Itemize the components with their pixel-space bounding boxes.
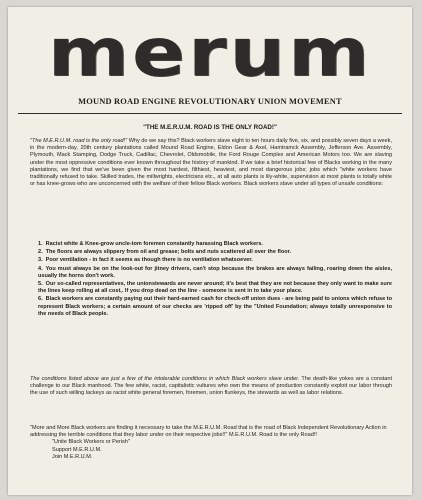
conditions-list <box>38 241 392 319</box>
conditions-lead: The conditions listed above are just a few of the intolerable conditions in which Black workers slave under. <box>30 376 300 382</box>
intro-paragraph <box>30 138 392 188</box>
closing-slogan: "Unite Black Workers or Perish" <box>52 439 130 446</box>
list-item <box>38 241 392 248</box>
list-item-text: Our so-called representatives, the unionstewards are never around; it's best that they are not because they only want to make sure the lines keep rolling at all cost,. If you drop dead on the line - someone is sent in to take your place. <box>38 281 392 295</box>
closing-support: Support M.E.R.U.M. <box>52 446 102 453</box>
list-item <box>38 257 392 264</box>
list-item <box>38 296 392 318</box>
list-item-text: Racist white & Knee-grow uncle-tom foremen constantly harassing Black workers. <box>45 241 263 247</box>
list-item-number: 4. <box>38 265 43 272</box>
list-item-number: 1. <box>38 241 43 247</box>
list-item-text: Black workers are constantly paying out their hard-earned cash for check-off union dues - are being paid to unions which refuse to represent Black workers; a certain amount of our checks are 'ripped off' by the "United Foundation; always totally unresponsive to the needs of Black people. <box>38 296 392 317</box>
conditions-text: The death-like yokes are a constant challenge to our Black manhood. The few white, racist, capitalistic vultures who own the means of production constantly exploit our labor through the use of such willing lackeys as racist white general foremen, foremen, union flunkeys, the stewards as well as labor relations. <box>30 376 392 397</box>
list-item-text: You must always be on the look-out for jitney drivers, can't stop because the brakes are always failing, roaring down the aisles, usually the horns don't work. <box>38 265 392 279</box>
headline: "THE M.E.R.U.M. ROAD IS THE ONLY ROAD!" <box>143 124 277 131</box>
closing-text: "More and More Black workers are finding it necessary to take the M.E.R.U.M. Road that is the road of Black Independent Revolutionary Action in addressing the terrible conditions that they labor under on their respective jobs!!" M.E.R.U.M. Road is the only Road!! <box>30 425 387 439</box>
closing-join: Join M.E.R.U.M. <box>52 453 93 460</box>
list-item-number: 6. <box>38 296 43 303</box>
organization-subtitle: MOUND ROAD ENGINE REVOLUTIONARY UNION MOVEMENT <box>78 97 342 106</box>
conditions-paragraph <box>30 376 392 398</box>
flyer-page <box>8 7 412 495</box>
list-item-number: 3. <box>38 257 43 264</box>
intro-lead: "The M.E.R.U.M. road is the only road!" <box>30 138 128 144</box>
list-item <box>38 266 392 280</box>
intro-text: Why do we say this? Black workers slave eight to ten hours daily five, six, and possibly seven days a week, in the modern-day, 20th century plantations called Mound Road Engine, Eldon Gear & Axel, Hamtramck Assembly, Jefferson Ave. Assembly, Plymouth, Mack Stamping, Dodge Truck, Cadillac, Chevrolet, Oldsmobile, the Ford Rouge Complex and American Motors too. We are slaving under the most oppressive conditions ever known throughout the history of mankind. If we take a brief historical few of Blacks working in the many plantations, we find that we've been given the most hardest, filthiest, heaviest, and most dangerous jobs; jobs which "white workers have traditionally refused to take. Skilled trades, the millwrights, electricians etc., at all auto plants is lily-white, supervision at most plants is totally white or has knee-grows who are unconcerned with the welfare of their fellow Black workers. Black workers slave under all types of unsafe conditions: <box>30 138 392 188</box>
closing-statement <box>30 425 392 461</box>
list-item-text: The floors are always slippery from oil and grease; bolts and nuts scattered all over the floor. <box>45 249 292 256</box>
list-item-number: 2. <box>38 249 43 256</box>
masthead-title: merum <box>47 14 373 92</box>
list-item <box>38 249 392 256</box>
list-item-number: 5. <box>38 281 43 288</box>
list-item <box>38 281 392 295</box>
header-divider <box>18 113 402 114</box>
masthead <box>8 15 412 91</box>
list-item-text: Poor ventilation - in fact it seems as though there is no ventilation whatsoever. <box>45 257 253 264</box>
